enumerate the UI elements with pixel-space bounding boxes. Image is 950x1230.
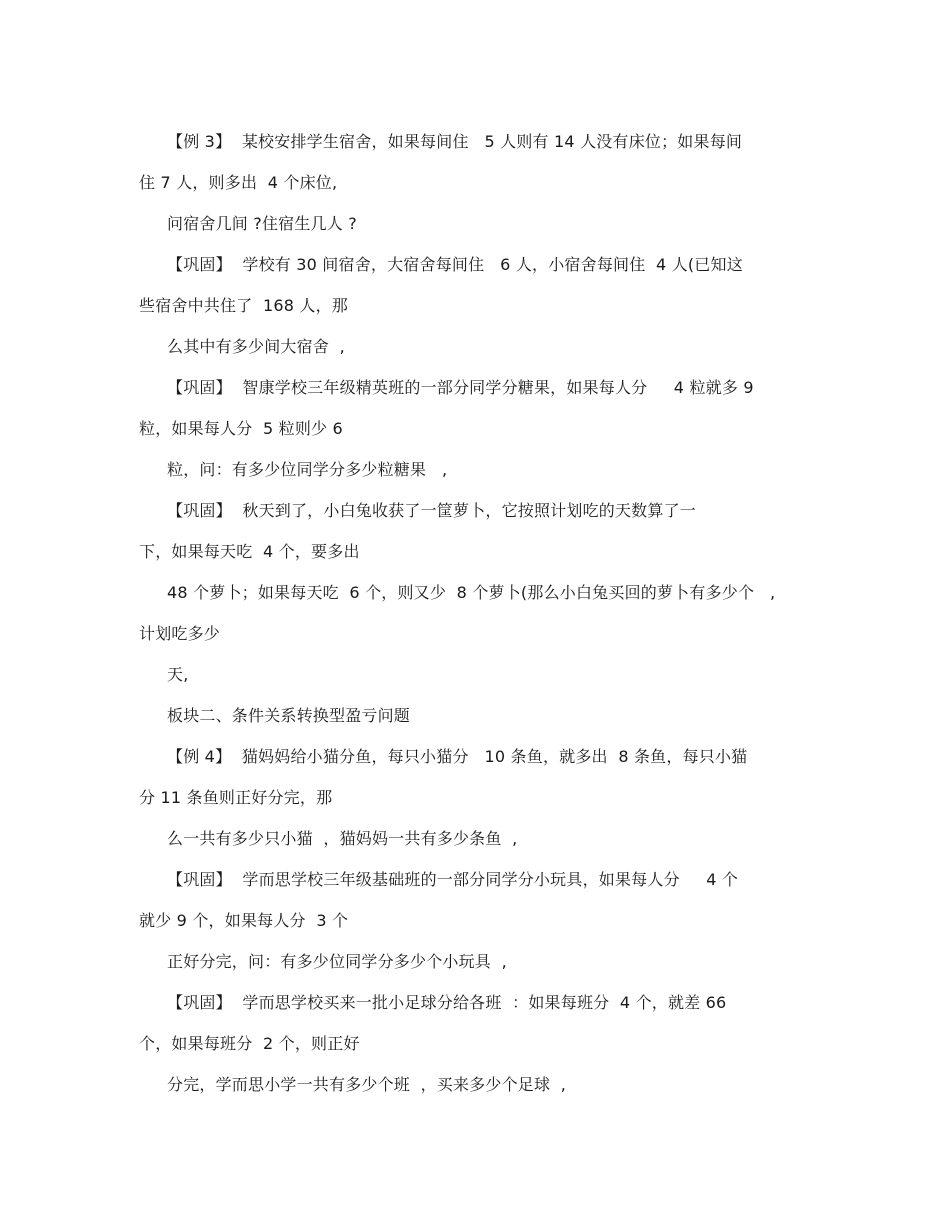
text-line-4: 【巩固】 学校有 30 间宿舍，大宿舍每间住 6 人，小宿舍每间住 4 人(已知这	[167, 255, 743, 274]
text-line-11: 下，如果每天吃 4 个，要多出	[139, 542, 360, 561]
text-line-9: 粒，问：有多少位同学分多少粒糖果 ,	[167, 460, 448, 479]
text-line-2: 住 7 人，则多出 4 个床位,	[139, 173, 338, 192]
text-line-5: 些宿舍中共住了 168 人，那	[139, 296, 348, 315]
text-line-24: 分完，学而思小学一共有多少个班 ，买来多少个足球 ,	[167, 1075, 567, 1094]
text-line-17: 分 11 条鱼则正好分完，那	[139, 788, 333, 807]
text-line-3: 问宿舍几间 ?住宿生几人 ?	[167, 214, 357, 233]
text-line-23: 个，如果每班分 2 个，则正好	[139, 1034, 360, 1053]
text-line-6: 么其中有多少间大宿舍 ,	[167, 337, 345, 356]
text-line-1: 【例 3】 某校安排学生宿舍，如果每间住 5 人则有 14 人没有床位；如果每间	[167, 132, 743, 151]
section-heading: 板块二、条件关系转换型盈亏问题	[167, 706, 411, 725]
text-line-20: 就少 9 个，如果每人分 3 个	[139, 911, 349, 930]
text-line-21: 正好分完，问：有多少位同学分多少个小玩具 ,	[167, 952, 507, 971]
text-line-18: 么一共有多少只小猫 ，猫妈妈一共有多少条鱼 ,	[167, 829, 518, 848]
text-line-22: 【巩固】 学而思学校买来一批小足球分给各班 ：如果每班分 4 个，就差 66	[167, 993, 727, 1012]
text-line-12: 48 个萝卜；如果每天吃 6 个，则又少 8 个萝卜(那么小白兔买回的萝卜有多少个 ,	[167, 583, 776, 602]
text-line-8: 粒，如果每人分 5 粒则少 6	[139, 419, 343, 438]
text-line-16: 【例 4】 猫妈妈给小猫分鱼，每只小猫分 10 条鱼，就多出 8 条鱼，每只小猫	[167, 747, 748, 766]
text-line-10: 【巩固】 秋天到了，小白兔收获了一筐萝卜，它按照计划吃的天数算了一	[167, 501, 696, 520]
text-line-7: 【巩固】 智康学校三年级精英班的一部分同学分糖果，如果每人分 4 粒就多 9	[167, 378, 754, 397]
text-line-19: 【巩固】 学而思学校三年级基础班的一部分同学分小玩具，如果每人分 4 个	[167, 870, 739, 889]
text-line-14: 天,	[167, 665, 189, 684]
text-line-13: 计划吃多少	[139, 624, 221, 643]
